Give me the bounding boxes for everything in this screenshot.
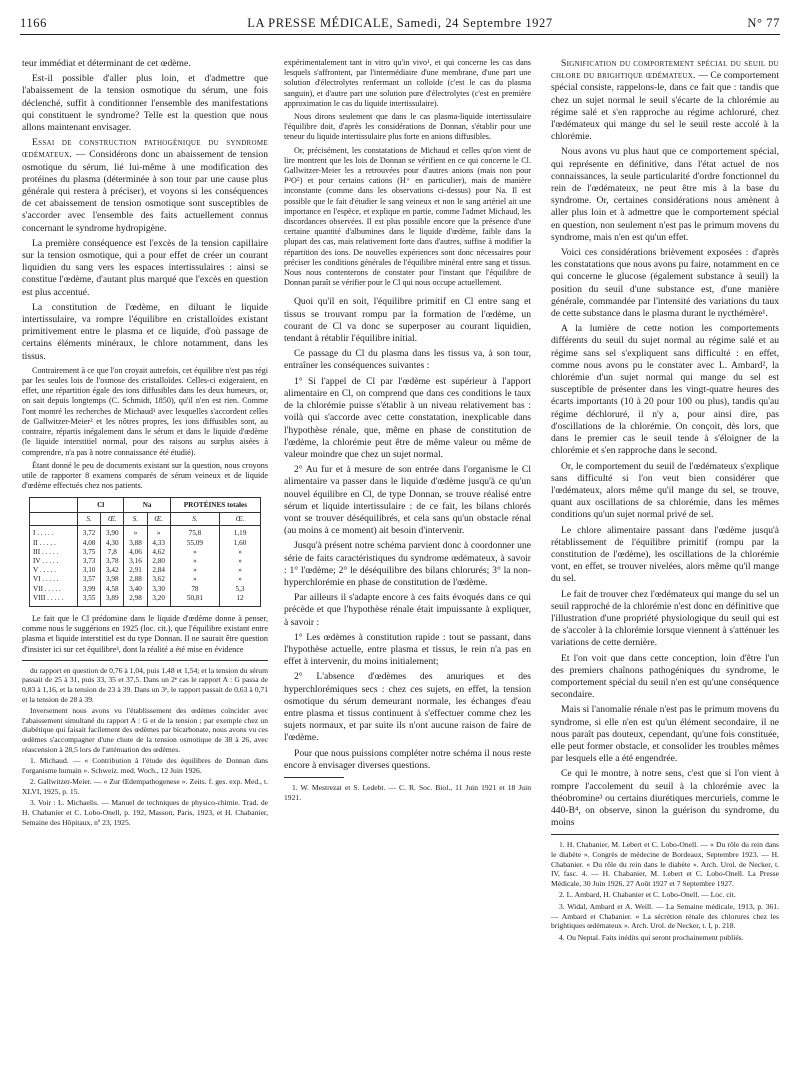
table-cell: » xyxy=(220,566,261,575)
table-cell: 3,40 xyxy=(124,585,147,594)
table-cell: 7,8 xyxy=(101,548,124,557)
table-row xyxy=(30,557,261,566)
section-heading: Essai de construction pathogénique du syndrome œdémateux. xyxy=(22,137,268,161)
table-cell: 75,8 xyxy=(170,526,219,539)
column-left xyxy=(22,58,268,1068)
table-row xyxy=(30,566,261,575)
table-row xyxy=(30,594,261,607)
row-label: VI . . . . . xyxy=(30,575,78,584)
footnote: 3. Widal, Ambard et A. Weill. — La Semaine médicale, 1913, p. 361. — Ambard et Chabanier. « La sécrétion rénale des chlorures chez les brightiques œdémateux ». Arch. Urol. de Necker, t. I, p. 218. xyxy=(551,901,779,931)
table-row xyxy=(30,585,261,594)
table-cell: 3,30 xyxy=(147,585,170,594)
row-label: IV . . . . . xyxy=(30,557,78,566)
table-cell: 4,08 xyxy=(77,539,100,548)
table-cell: 3,90 xyxy=(101,526,124,539)
paragraph: Voici ces considérations brièvement exposées : d'après les constatations que nous avons pu faire, notamment en ce qui concerne le glucose (également substance à seuil) la position du seuil d'une substance est, d'une manière générale, commandée par l'intensité des variations du taux de cette substance dans le plasma durant le nycthémère¹. xyxy=(551,247,779,320)
paragraph: La constitution de l'œdème, en diluant le liquide intertissulaire, va rompre l'équilibre en cristalloïdes existant primitivement entre le plasma et ce liquide, d'où passage de certains éléments minéraux, le chlore notamment, dans les tissus. xyxy=(22,301,268,362)
paragraph: Étant donné le peu de documents existant sur la question, nous croyons utile de rapporter 8 examens comparés de sérum veineux et de liquide d'œdème effectués chez nos patients. xyxy=(22,460,268,491)
table-cell: 3,16 xyxy=(124,557,147,566)
paragraph: Quoi qu'il en soit, l'équilibre primitif en Cl entre sang et tissus se trouvant rompu par la formation de l'œdème, un courant de Cl va donc se superposer au courant liquidien, tendant à rétablir l'équilibre initial. xyxy=(284,296,531,345)
paragraph: Or, le comportement du seuil de l'œdémateux s'explique sans difficulté si l'on veut bien considérer que l'œdémateux, alors même qu'il mange du sel, se trouve, quant aux oscillations de sa chlorémie, dans les mêmes conditions qu'un sujet normal privé de sel. xyxy=(551,460,779,521)
table-cell: 3,89 xyxy=(101,594,124,607)
table-cell: » xyxy=(170,548,219,557)
table-cell: 4,58 xyxy=(101,585,124,594)
table-cell: 1,60 xyxy=(220,539,261,548)
page-number: 1166 xyxy=(20,16,47,30)
table-cell: 3,72 xyxy=(77,526,100,539)
footnotes xyxy=(551,840,779,942)
table-cell: 3,55 xyxy=(77,594,100,607)
table-cell: 2,91 xyxy=(124,566,147,575)
paragraph: Mais si l'anomalie rénale n'est pas le primum movens du syndrome, si elle n'en est qu'un élément secondaire, il ne nous paraît pas douteux, cependant, qu'une fois constituée, elle peut former obstacle, et consolider les troubles mêmes par lesquels elle a été engendrée. xyxy=(551,704,779,765)
table-header-cl: Cl xyxy=(77,498,123,513)
paragraph: expérimentalement tant in vitro qu'in vivo¹, et qui concerne les cas dans lesquels s'affrontent, par l'intermédiaire d'une membrane, d'une part une solution d'électrolytes renfermant un colloïde (c'est le cas du plasma sanguin), et d'autre part une solution pure d'électrolytes (c'est en première approximation le cas du liquide intertissulaire). xyxy=(284,58,531,108)
table-cell: 2,80 xyxy=(147,557,170,566)
paragraph: La première conséquence est l'excès de la tension capillaire sur la tension osmotique, qui a pour effet de créer un courant liquidien du sang vers les espaces intertissulaires : ainsi se constitue l'œdème, d'autant plus marqué que l'excès en question est plus accentué. xyxy=(22,237,268,298)
row-label: VIII . . . . . xyxy=(30,594,78,607)
paragraph: 1° Si l'appel de Cl par l'œdème est supérieur à l'apport alimentaire en Cl, on comprend que dans ces conditions le taux de la chlorémie puisse s'établir à un niveau relativement bas : voilà qui s'accorde avec cette constatation, inexplicable dans l'hypothèse rénale, que, même en phase de constitution de l'œdème, la chlorémie peut être de même valeur ou même de valeur moindre que chez un sujet normal. xyxy=(284,375,531,460)
table-cell: 4,30 xyxy=(101,539,124,548)
table-cell: 3,88 xyxy=(124,539,147,548)
footnote: 1. W. Mestrezat et S. Ledebt. — C. R. Soc. Biol., 11 Juin 1921 et 18 Juin 1921. xyxy=(284,782,531,802)
footnote-divider xyxy=(551,834,779,835)
table-cell: 3,62 xyxy=(147,575,170,584)
table-cell: 3,57 xyxy=(77,575,100,584)
paragraph: Et l'on voit que dans cette conception, loin d'être l'un des premiers chaînons pathogéniques du syndrome, le comportement spécial du seuil n'en est qu'une conséquence secondaire. xyxy=(551,652,779,701)
paragraph: teur immédiat et déterminant de cet œdème. xyxy=(22,58,191,69)
paragraph: Jusqu'à présent notre schéma parvient donc à coordonner une série de faits caractéristiques du syndrome œdémateux, à savoir : 1° l'œdème; 2° le déséquilibre des bilans chlorurés; 3° la non-hyperchlorémie en phase de constitution de l'œdème. xyxy=(284,540,531,588)
paragraph: Ce passage du Cl du plasma dans les tissus va, à son tour, entraîner les conséquences suivantes : xyxy=(284,348,531,372)
table-cell: » xyxy=(170,566,219,575)
footnote-divider xyxy=(22,660,268,661)
section-paragraph xyxy=(22,137,268,235)
table-cell: 3,98 xyxy=(101,575,124,584)
paragraph: Le fait que le Cl prédomine dans le liquide d'œdème donne à penser, comme nous le suggérions en 1925 (loc. cit.), que l'équilibre existant entre plasma et liquide interstitiel est du type Donnan. Il ne saurait être question d'insister ici sur cet équilibre³, dont la réalité a été mise en évidence xyxy=(22,613,268,654)
paragraph: Le fait de trouver chez l'œdémateux qui mange du sel un seuil rapproché de la chlorémie n'est donc en définitive que l'illustration d'une propriété physiologique du seuil qui est de s'accoler à la chlorémie lorsque viennent à s'atténuer les variations de cette dernière. xyxy=(551,588,779,649)
paragraph: Nous dirons seulement que dans le cas plasma-liquide intertissulaire l'équilibre doit, d'après les considérations de Donnan, s'établir pour une teneur du liquide intertissulaire plus forte en anions diffusibles. xyxy=(284,112,531,142)
paragraph: Le chlore alimentaire passant dans l'œdème jusqu'à rétablissement de l'équilibre primitif (rompu par la constitution de l'œdème), les oscillations de la chlorémie vont, en effet, se trouver nivelées, alors même qu'il mange du sel. xyxy=(551,524,779,585)
paragraph: Ce qui le montre, à notre sens, c'est que si l'on vient à rompre l'accolement du seuil à la chlorémie avec la théobromine³ ou certains diurétiques mercuriels, comme le 440-B⁴, on observe, sinon la guérison du syndrome, du moins xyxy=(551,768,779,829)
table-header-proteins: PROTÉINES totales xyxy=(170,498,260,513)
table-cell: » xyxy=(220,548,261,557)
row-label: II . . . . . xyxy=(30,539,78,548)
table-cell: 50,81 xyxy=(170,594,219,607)
table-subheader-blank xyxy=(30,513,78,526)
table-cell: 1,19 xyxy=(220,526,261,539)
table-cell: 78 xyxy=(170,585,219,594)
table-cell: 3,78 xyxy=(101,557,124,566)
issue-number: N° 77 xyxy=(747,16,780,30)
section-body: — Considérons donc un abaissement de tension osmotique du sérum, lié lui-même à une modification des protéines du plasma (déterminée à son tour par une cause plus générale qui restera à préciser), et voyons si les conséquences de cet abaissement de tension osmotique sont susceptibles de s'accorder avec l'ensemble des faits actuellement connus concernant le syndrome hydropigène. xyxy=(22,149,268,234)
paragraph: Or, précisément, les constatations de Michaud et celles qu'on vient de lire montrent que les lois de Donnan se vérifient en ce qui concerne le Cl. Gallwitzer-Meier les a retrouvées pour d'autres anions (mais non pour P²O⁵) et pour certains cations (H⁺ en particulier), mais de manière inconstante (comme dans les observations ci-dessus) pour Na. Il est possible que le fait d'étudier le sang veineux et non le sang artériel ait une importance en l'espèce, et explique en partie, comme l'admet Michaud, les discordances observées. Il est plus possible encore que la présence d'une certaine quantité d'albumines dans le liquide d'œdème, faible dans la plupart des cas, mais relativement forte dans d'autres, suffise à modifier la répartition des ions. De nouvelles expériences sont donc nécessaires pour préciser les conditions générales de l'équilibre minéral entre sang et tissus. Nous nous contenterons de constater pour l'instant que l'équilibre de Donnan paraît se vérifier pour le Cl qui nous occupe actuellement. xyxy=(284,145,531,288)
table-cell: 5,3 xyxy=(220,585,261,594)
footnote: 2. L. Ambard, H. Chabanier et C. Lobo-Onell. — Loc. cit. xyxy=(559,890,736,900)
table-cell: » xyxy=(220,575,261,584)
table-cell: 4,62 xyxy=(147,548,170,557)
footnote: 3. Voir : L. Michaelis. — Manuel de techniques de physico-chimie. Trad. de H. Chabanier et C. Lobo-Onell, p. 192, Masson, Paris, 1923, et H. Chabanier, Semaine des Hôpitaux, nº 23, 1925. xyxy=(22,798,268,827)
table-cell: 2,84 xyxy=(147,566,170,575)
small-text-block xyxy=(284,58,531,288)
footnote: du rapport en question de 0,76 à 1,04, puis 1,48 et 1,54; et la tension du sérum passait de 25 à 31, puis 33, 35 et 37,5. Dans un 2ᵉ cas le rapport A : G passa de 0,83 à 1,16, et la tension de 23 à 39. Dans un 3ᵉ, le rapport passait de 0,63 à 0,71 et la tension de 28 à 39. xyxy=(22,665,268,704)
row-label: I . . . . . xyxy=(30,526,78,539)
footnotes xyxy=(22,666,268,828)
table-row xyxy=(30,575,261,584)
table-cell: » xyxy=(147,526,170,539)
table-cell: 3,73 xyxy=(77,557,100,566)
section-body: — Ce comportement spécial consiste, rappelons-le, dans ce fait que : tandis que chez un sujet normal le seuil s'écarte de la chlorémie au régime salé et s'en rapproche au régime achloruré, chez l'œdémateux qui mange du sel le seuil reste accolé à la chlorémie. xyxy=(551,70,779,143)
footnote: 1. Michaud. — « Contribution à l'étude des équilibres de Donnan dans l'organisme humain ». Schweiz. med. Woch., 12 Juin 1926. xyxy=(22,756,268,775)
table-subheader: Œ. xyxy=(101,513,124,526)
section-paragraph xyxy=(551,58,779,143)
footnote-divider xyxy=(284,777,344,778)
table-cell: 55,09 xyxy=(170,539,219,548)
row-label: V . . . . . xyxy=(30,566,78,575)
table-header-na: Na xyxy=(124,498,170,513)
paragraph: 2° Au fur et à mesure de son entrée dans l'organisme le Cl alimentaire va passer dans le liquide d'œdème jusqu'à ce qu'un nouvel équilibre en Cl, de type Donnan, se trouve réalisé entre sérum et liquide intertissulaire : de ce fait, les bilans chlorés vont se trouver déséquilibrés, et cela sans qu'un obstacle rénal (au moins à ce moment) ait besoin d'intervenir. xyxy=(284,464,531,537)
paragraph: Pour que nous puissions compléter notre schéma il nous reste encore à envisager diverses questions. xyxy=(284,747,531,771)
table-subheader: S. xyxy=(77,513,100,526)
footnotes xyxy=(284,783,531,802)
paragraph: Par ailleurs il s'adapte encore à ces faits évoqués dans ce qui précède et que l'hypothèse rénale était impuissante à expliquer, à savoir : xyxy=(284,592,531,628)
table-subheader: S. xyxy=(170,513,219,526)
paragraph: Est-il possible d'aller plus loin, et d'admettre que l'abaissement de la tension osmotique du sérum, une fois déclenché, suffit à conditionner l'ensemble des manifestations qui constituent le syndrome? Telle est la question que nous allons maintenant envisager. xyxy=(22,73,268,134)
table-cell: 3,20 xyxy=(147,594,170,607)
paragraph: Nous avons vu plus haut que ce comportement spécial, qui représente en définitive, dans l'état actuel de nos connaissances, la seule particularité d'ordre fonctionnel du rein de l'œdémateux, ne peut être mis à la base du syndrome. Or, certaines considérations nous amènent à aller plus loin et à admettre que le comportement spécial en question, non seulement n'est pas le primum movens du syndrome, mais n'en est qu'un effet. xyxy=(551,146,779,243)
table-cell: » xyxy=(170,557,219,566)
table-row xyxy=(30,526,261,539)
paragraph: 2° L'absence d'œdèmes des anuriques et des hyperchlorémiques secs : chez ces sujets, en effet, la tension osmotique du sérum demeurant normale, les échanges d'eau entre plasma et tissus continuent à s'effectuer comme chez les sujets normaux, et par suite ils n'ont aucune raison de faire de l'œdème. xyxy=(284,671,531,744)
table-subheader: Œ. xyxy=(147,513,170,526)
table-cell: 4,33 xyxy=(147,539,170,548)
page-header xyxy=(20,14,780,35)
footnote: Inversement nous avons vu l'établissement des œdèmes coïncider avec l'abaissement simultané du rapport A : G et de la tension ; par exemple chez un diabétique qui faisait facilement des œdèmes par bicarbonate, nous avons vu ces œdèmes s'accompagner d'une chute de la tension osmotique de 38 à 26, avec réascension à 28,5 lors de l'atténuation des œdèmes. xyxy=(22,706,268,754)
running-title: LA PRESSE MÉDICALE, Samedi, 24 Septembre 1927 xyxy=(247,16,553,30)
table-cell: » xyxy=(220,557,261,566)
table-cell: 3,10 xyxy=(77,566,100,575)
paragraph: Contrairement à ce que l'on croyait autrefois, cet équilibre n'est pas régi par les seules lois de l'osmose des cristalloïdes. Celles-ci exigeraient, en effet, une répartition égale des ions diffusibles dans les deux humeurs, or, on sait depuis longtemps (C. Schmidt, 1850), qu'il n'en est rien. Comme l'ont montré les recherches de Michaud¹ avec lesquelles s'accordent celles de Gallwitzer-Meier² et les nôtres propres, les ions diffusibles sont, au contraire, répartis inégalement dans le sérum et dans le liquide d'œdème (le liquide interstitiel normal, pour des raisons au surplus aisées à comprendre, n'a pas à notre connaissance été étudié). xyxy=(22,365,268,457)
footnote: 4. Ou Neptal. Faits inédits qui seront prochainement publiés. xyxy=(559,932,744,942)
table-row xyxy=(30,539,261,548)
table-row xyxy=(30,548,261,557)
section-heading: Signification du comportement spécial du seuil du chlore du brightique œdémateux. xyxy=(551,58,779,82)
paragraph: A la lumière de cette notion les comportements différents du seuil du sujet normal au régime salé et au régime sans sel s'expliquent sans difficulté : en effet, comme nous avons pu le constater avec L. Ambard², la chlorémie d'un sujet normal qui mange du sel est susceptible de présenter dans les vingt-quatre heures des écarts importants (10 à 20 pour 100 ou plus), tandis qu'au régime déchloruré, il n'y a, pour ainsi dire, pas d'oscillations de la chlorémie. On conçoit, dès lors, que dans le premier cas le seuil tende à s'éloigner de la chlorémie et s'en rapproche dans le second. xyxy=(551,323,779,457)
table-cell: 2,88 xyxy=(124,575,147,584)
row-label: VII . . . . . xyxy=(30,585,78,594)
table-subheader: S. xyxy=(124,513,147,526)
table-cell: 3,99 xyxy=(77,585,100,594)
table-cell: 3,42 xyxy=(101,566,124,575)
small-text-block xyxy=(22,366,268,491)
table-cell: 12 xyxy=(220,594,261,607)
paragraph: 1° Les œdèmes à constitution rapide : tout se passant, dans l'hypothèse actuelle, entre plasma et tissus, le rein n'a pas en effet à intervenir, du moins initialement; xyxy=(284,631,531,668)
table-cell: » xyxy=(124,526,147,539)
footnote: 2. Gallwitzer-Meier. — « Zur Œdempathogenese ». Zeits. f. ges. exp. Med., t. XLVI, 1925, p. 15. xyxy=(22,777,268,796)
small-text-block xyxy=(22,614,268,655)
column-right xyxy=(551,58,779,1068)
table-subheader: Œ. xyxy=(220,513,261,526)
footnote: 1. H. Chabanier, M. Lebert et C. Lobo-Onell. — « Du rôle du rein dans le diabète ». Congrès de médecine de Bordeaux, Septembre 1923. — H. Chabanier. « Du rôle du rein dans le diabète ». Arch. Urol. de Necker, t. IV, fasc. 4. — H. Chabanier, M. Lebert et C. Lobo-Onell. La Presse Médicale, 30 Juin 1926, 27 Août 1927 et 7 Septembre 1927. xyxy=(551,840,779,888)
table-cell: 2,98 xyxy=(124,594,147,607)
table-header-blank xyxy=(30,498,78,513)
table-cell: 4,06 xyxy=(124,548,147,557)
results-table xyxy=(29,497,261,607)
row-label: III . . . . . xyxy=(30,548,78,557)
table-cell: » xyxy=(170,575,219,584)
table-cell: 3,75 xyxy=(77,548,100,557)
column-middle xyxy=(284,58,531,1068)
